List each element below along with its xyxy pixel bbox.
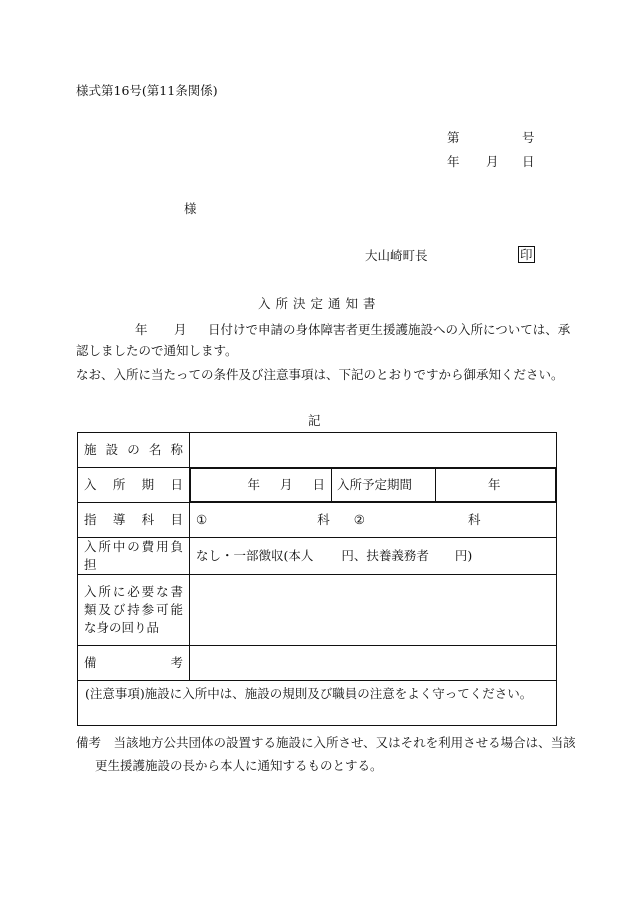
footer-note-line1: 備考 当該地方公共団体の設置する施設に入所させ、又はそれを利用させる場合は、当該 [76, 735, 576, 750]
footer-note-line2: 更生援護施設の長から本人に通知するものとする。 [95, 758, 383, 773]
planned-period-unit: 年 [436, 469, 556, 502]
number-label: 第 [447, 130, 460, 145]
facility-name-label: 施設の名称 [78, 433, 190, 468]
cost-field[interactable] [190, 538, 557, 575]
ki-heading: 記 [308, 413, 321, 428]
remarks-field[interactable] [190, 646, 557, 681]
body-line1: 日付けで申請の身体障害者更生援護施設への入所については、承 [208, 322, 571, 337]
row-remarks [78, 646, 557, 681]
row-documents [78, 575, 557, 646]
date-day: 日 [522, 154, 535, 169]
documents-label: 入所に必要な書類及び持参可能な身の回り品 [78, 575, 190, 646]
info-table [77, 432, 557, 726]
subject2-marker: ② [353, 512, 365, 527]
notes-cell: (注意事項)施設に入所中は、施設の規則及び職員の注意をよく守ってください。 [78, 681, 557, 726]
planned-period-label: 入所予定期間 [332, 469, 436, 502]
subject2-unit: 科 [467, 512, 481, 527]
row-facility [78, 433, 557, 468]
cost-label: 入所中の費用負担 [78, 538, 190, 575]
remarks-label: 備考 [78, 646, 190, 681]
issuer: 大山崎町長 [365, 248, 428, 263]
body-line2: なお、入所に当たっての条件及び注意事項は、下記のとおりですから御承知ください。 [76, 367, 564, 382]
guidance-subjects-label: 指導科目 [78, 503, 190, 538]
admission-year: 年 [247, 477, 261, 492]
date-year: 年 [447, 154, 460, 169]
cost-yen1: 円、扶養義務者 [341, 548, 429, 563]
admission-period-label: 入所期日 [78, 468, 190, 503]
subject1-marker: ① [196, 512, 208, 527]
form-number: 様式第16号(第11条関係) [76, 83, 218, 98]
body-year: 年 [135, 322, 148, 337]
row-guidance [78, 503, 557, 538]
cost-none: なし・一部徴収(本人 [196, 548, 314, 563]
documents-field[interactable] [190, 575, 557, 646]
admission-day: 日 [312, 477, 325, 492]
row-admission [78, 468, 557, 503]
row-notes [78, 681, 557, 726]
addressee-suffix: 様 [184, 201, 197, 216]
seal-mark: 印 [520, 247, 533, 262]
date-month: 月 [486, 154, 499, 169]
facility-name-field[interactable] [190, 433, 557, 468]
admission-field[interactable] [190, 468, 557, 503]
document-title: 入所決定通知書 [258, 296, 381, 311]
body-month: 月 [174, 322, 187, 337]
guidance-subjects-field[interactable] [190, 503, 557, 538]
admission-month: 月 [280, 477, 293, 492]
subject1-unit: 科 [317, 512, 330, 527]
cost-yen2: 円) [454, 548, 473, 563]
row-cost [78, 538, 557, 575]
number-suffix: 号 [522, 130, 535, 145]
body-line1-cont: 認しましたので通知します。 [76, 343, 238, 358]
